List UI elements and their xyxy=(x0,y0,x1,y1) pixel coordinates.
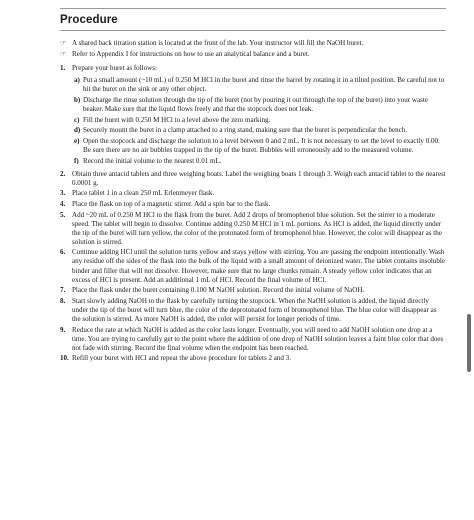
step-number: 10. xyxy=(60,354,69,363)
step-number: 8. xyxy=(60,296,66,305)
scrollbar-thumb[interactable] xyxy=(467,314,471,372)
substep-item xyxy=(74,126,446,135)
substep-item xyxy=(74,137,446,155)
step-number: 2. xyxy=(60,169,66,178)
substep-letter: e) xyxy=(74,136,80,145)
note-text: Refer to Appendix I for instructions on how to use an analytical balance and a buret. xyxy=(72,50,310,59)
step-item xyxy=(60,297,446,324)
substep-item xyxy=(74,116,446,125)
substep-letter: d) xyxy=(74,126,81,135)
substep-letter: f) xyxy=(74,156,79,165)
step-item xyxy=(60,248,446,284)
top-rule xyxy=(60,8,446,9)
step-text: Refill your buret with HCl and repeat the above procedure for tablets 2 and 3. xyxy=(72,354,291,363)
section-heading: Procedure xyxy=(60,14,118,26)
note-item xyxy=(60,39,446,48)
step-text: Continue adding HCl until the solution turns yellow and stays yellow with stirring. You are passing the endpoint intentionally. Wash any residue off the sides of the flask into the bulk of the liquid with a small amount of deionized water. The tablet contains insoluble binder and filler that will not dissolve. However, make sure that no large chunks remain. A steady yellow color indicates that an excess of HCl is present. Add an additional 1 mL of HCl. Record the final volume of HCl. xyxy=(72,248,445,284)
substep-letter: b) xyxy=(74,95,81,104)
substep-letter: a) xyxy=(74,76,80,85)
step-number: 9. xyxy=(60,325,66,334)
step-text: Add ~20 mL of 0.250 M HCl to the flask from the buret. Add 2 drops of bromophenol blue solution. Set the stirrer to a moderate speed. The tablet will begin to dissolve. Continue adding 0.250 M HCl in 1 mL portions. As HCl is added, the liquid directly under the tip of the buret will turn yellow, the color of the protonated form of bromophenol blue. However, the color will disappear as the solution is stirred. xyxy=(72,210,442,246)
step-item xyxy=(60,354,446,363)
step-item xyxy=(60,326,446,353)
substep-text: Open the stopcock and discharge the solution to a level between 0 and 2 mL. It is not necessary to set the level to exactly 0.00. Be sure there are no air bubbles trapped in the tip of the buret. Bubbles will erroneously add to the measured volume. xyxy=(83,136,440,154)
pointing-hand-icon: ☞ xyxy=(60,38,67,47)
step-text: Start slowly adding NaOH to the flask by carefully turning the stopcock. When the NaOH solution is added, the liquid directly under the tip of the buret will turn blue, the color of the deprotonated form of bromophenol blue. The blue color will disappear as the solution is stirred. As more NaOH is added, the color will persist for longer periods of time. xyxy=(72,296,437,324)
step-number: 6. xyxy=(60,248,66,257)
step-number: 5. xyxy=(60,210,66,219)
step-item xyxy=(60,64,446,165)
substep-text: Put a small amount (~10 mL) of 0.250 M HCl in the buret and rinse the barrel by rotating it in a tilted position. Be careful not to hit the buret on the sink or any other object. xyxy=(83,76,445,94)
substep-list xyxy=(72,76,446,165)
step-item xyxy=(60,200,446,209)
note-item xyxy=(60,50,446,59)
substep-item xyxy=(74,76,446,94)
substep-item xyxy=(74,157,446,166)
substep-letter: c) xyxy=(74,115,80,124)
procedure-content xyxy=(60,39,446,365)
step-item xyxy=(60,170,446,188)
note-text: A shared back titration station is located at the front of the lab. Your instructor will fill the NaOH buret. xyxy=(72,39,364,47)
step-number: 4. xyxy=(60,199,66,208)
step-item xyxy=(60,286,446,295)
step-text: Prepare your buret as follows: xyxy=(72,64,157,73)
substep-text: Fill the buret with 0.250 M HCl to a level above the zero marking. xyxy=(83,115,271,124)
step-text: Place the flask under the buret containing 0.100 M NaOH solution. Record the initial volume of NaOH. xyxy=(72,286,365,295)
step-text: Obtain three antacid tablets and three weighing boats. Label the weighing boats 1 through 3. Weigh each antacid tablet to the nearest 0.0001 g. xyxy=(72,169,446,187)
step-number: 7. xyxy=(60,286,66,295)
step-item xyxy=(60,211,446,247)
heading-rule xyxy=(60,12,446,31)
substep-text: Securely mount the buret in a clamp attached to a ring stand, making sure that the buret is perpendicular the bench. xyxy=(83,126,408,135)
step-item xyxy=(60,189,446,198)
substep-item xyxy=(74,96,446,114)
step-number: 3. xyxy=(60,189,66,198)
step-text: Place the flask on top of a magnetic stirrer. Add a spin bar to the flask. xyxy=(72,199,271,208)
substep-text: Discharge the rinse solution through the tip of the buret (not by pouring it out through the top of the buret) into your waste beaker. Make sure that the liquid flows freely and that the stopcock does not leak. xyxy=(83,95,428,114)
step-text: Place tablet 1 in a clean 250 mL Erlenmeyer flask. xyxy=(72,189,215,198)
step-number: 1. xyxy=(60,64,66,73)
substep-text: Record the initial volume to the nearest 0.01 mL. xyxy=(83,156,222,165)
procedure-steps xyxy=(60,64,446,363)
pointing-hand-icon: ☞ xyxy=(60,49,67,58)
step-text: Reduce the rate at which NaOH is added as the color lasts longer. Eventually, you will need to add NaOH solution one drop at a time. You are trying to carefully get to the point where the addition of one drop of NaOH solution leaves a faint blue color that does not fade with stirring. Record the final volume when the endpoint has been reached. xyxy=(72,325,444,352)
